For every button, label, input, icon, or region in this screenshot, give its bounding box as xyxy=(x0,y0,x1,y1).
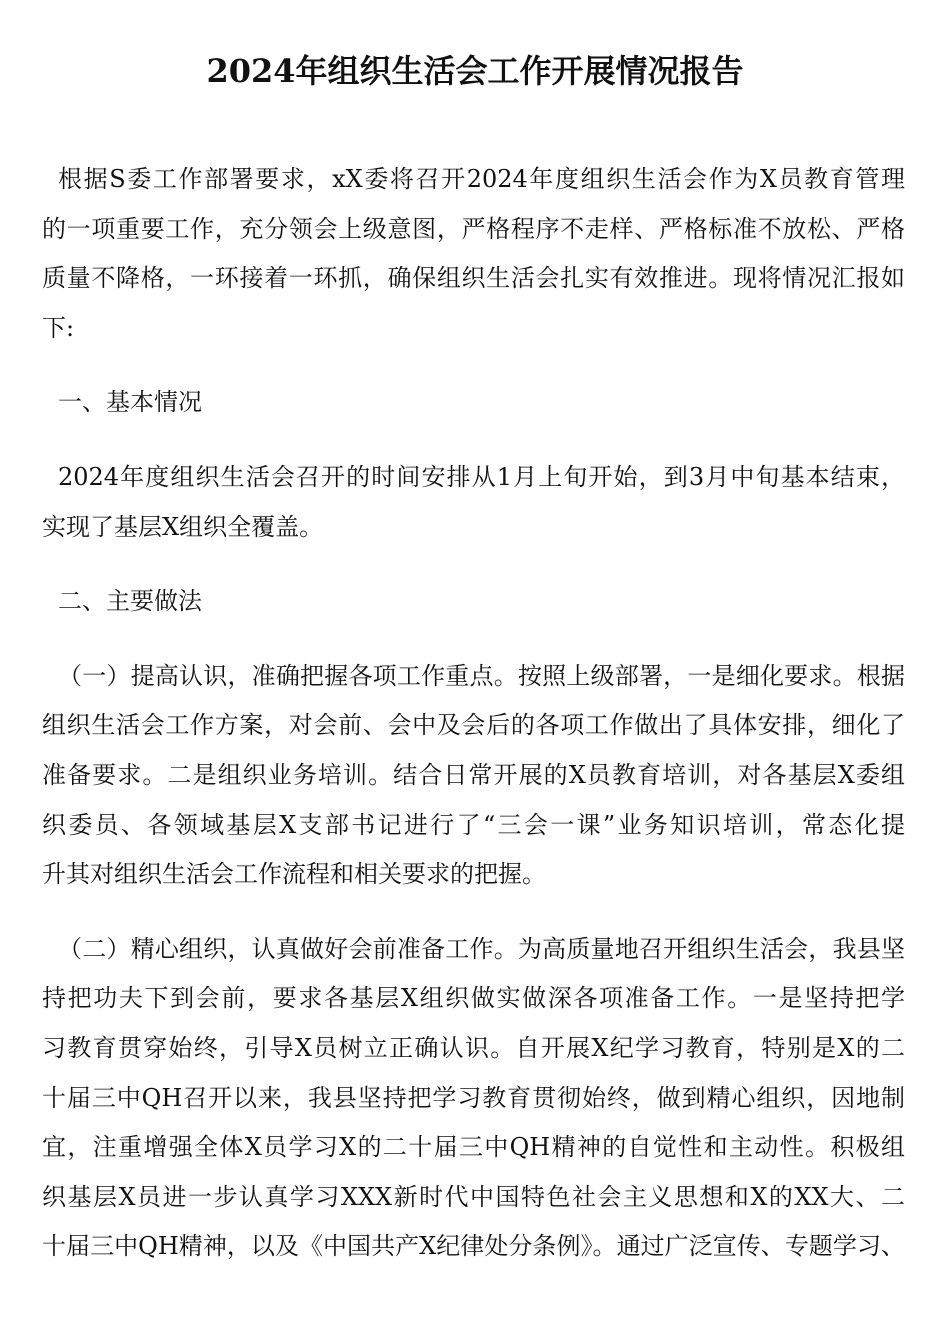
text-line: （一）提高认识，准确把握各项工作重点。按照上级部署，一是细化要求。根据 xyxy=(58,661,905,690)
text-line: 持把功夫下到会前，要求各基层X组织做实做深各项准备工作。一是坚持把学 xyxy=(42,984,905,1013)
text-line: 准备要求。二是组织业务培训。结合日常开展的X员教育培训，对各基层X委组 xyxy=(42,760,905,789)
document-title: 2024年组织生活会工作开展情况报告 xyxy=(206,52,744,90)
text-line: 织基层X员进一步认真学习XXX新时代中国特色社会主义思想和X的XX大、二 xyxy=(42,1182,905,1211)
text-line: （二）精心组织，认真做好会前准备工作。为高质量地召开组织生活会，我县坚 xyxy=(58,934,905,963)
text-line: 2024年度组织生活会召开的时间安排从1月上旬开始，到3月中旬基本结束， xyxy=(58,462,905,491)
method-one-paragraph xyxy=(42,652,905,900)
text-line: 下: xyxy=(42,313,75,342)
method-two-paragraph xyxy=(42,925,905,1272)
text-line: 织委员、各领域基层X支部书记进行了“三会一课”业务知识培训，常态化提 xyxy=(42,810,905,839)
section-heading-methods xyxy=(42,577,905,627)
text-line: 根据S委工作部署要求，xX委将召开2024年度组织生活会作为X员教育管理 xyxy=(58,165,905,193)
text-line: 组织生活会工作方案，对会前、会中及会后的各项工作做出了具体安排，细化了 xyxy=(42,711,905,740)
text-line: 质量不降格，一环接着一环抓，确保组织生活会扎实有效推进。现将情况汇报如 xyxy=(42,264,905,293)
basic-situation-paragraph xyxy=(42,453,905,552)
text-line: 二、主要做法 xyxy=(58,587,202,616)
text-line: 十届三中QH精神，以及《中国共产X纪律处分条例》。通过广泛宣传、专题学习、 xyxy=(42,1232,905,1261)
text-line: 习教育贯穿始终，引导X员树立正确认识。自开展X纪学习教育，特别是X的二 xyxy=(42,1033,905,1062)
text-line: 升其对组织生活会工作流程和相关要求的把握。 xyxy=(42,860,546,889)
text-line: 一、基本情况 xyxy=(58,388,202,417)
document-body xyxy=(42,155,905,1297)
text-line: 实现了基层X组织全覆盖。 xyxy=(42,512,324,541)
intro-paragraph xyxy=(42,155,905,353)
text-line: 十届三中QH召开以来，我县坚持把学习教育贯彻始终，做到精心组织，因地制 xyxy=(42,1083,905,1112)
text-line: 的一项重要工作，充分领会上级意图，严格程序不走样、严格标准不放松、严格 xyxy=(42,214,905,243)
section-heading-basic xyxy=(42,378,905,428)
text-line: 宜，注重增强全体X员学习X的二十届三中QH精神的自觉性和主动性。积极组 xyxy=(42,1133,905,1162)
